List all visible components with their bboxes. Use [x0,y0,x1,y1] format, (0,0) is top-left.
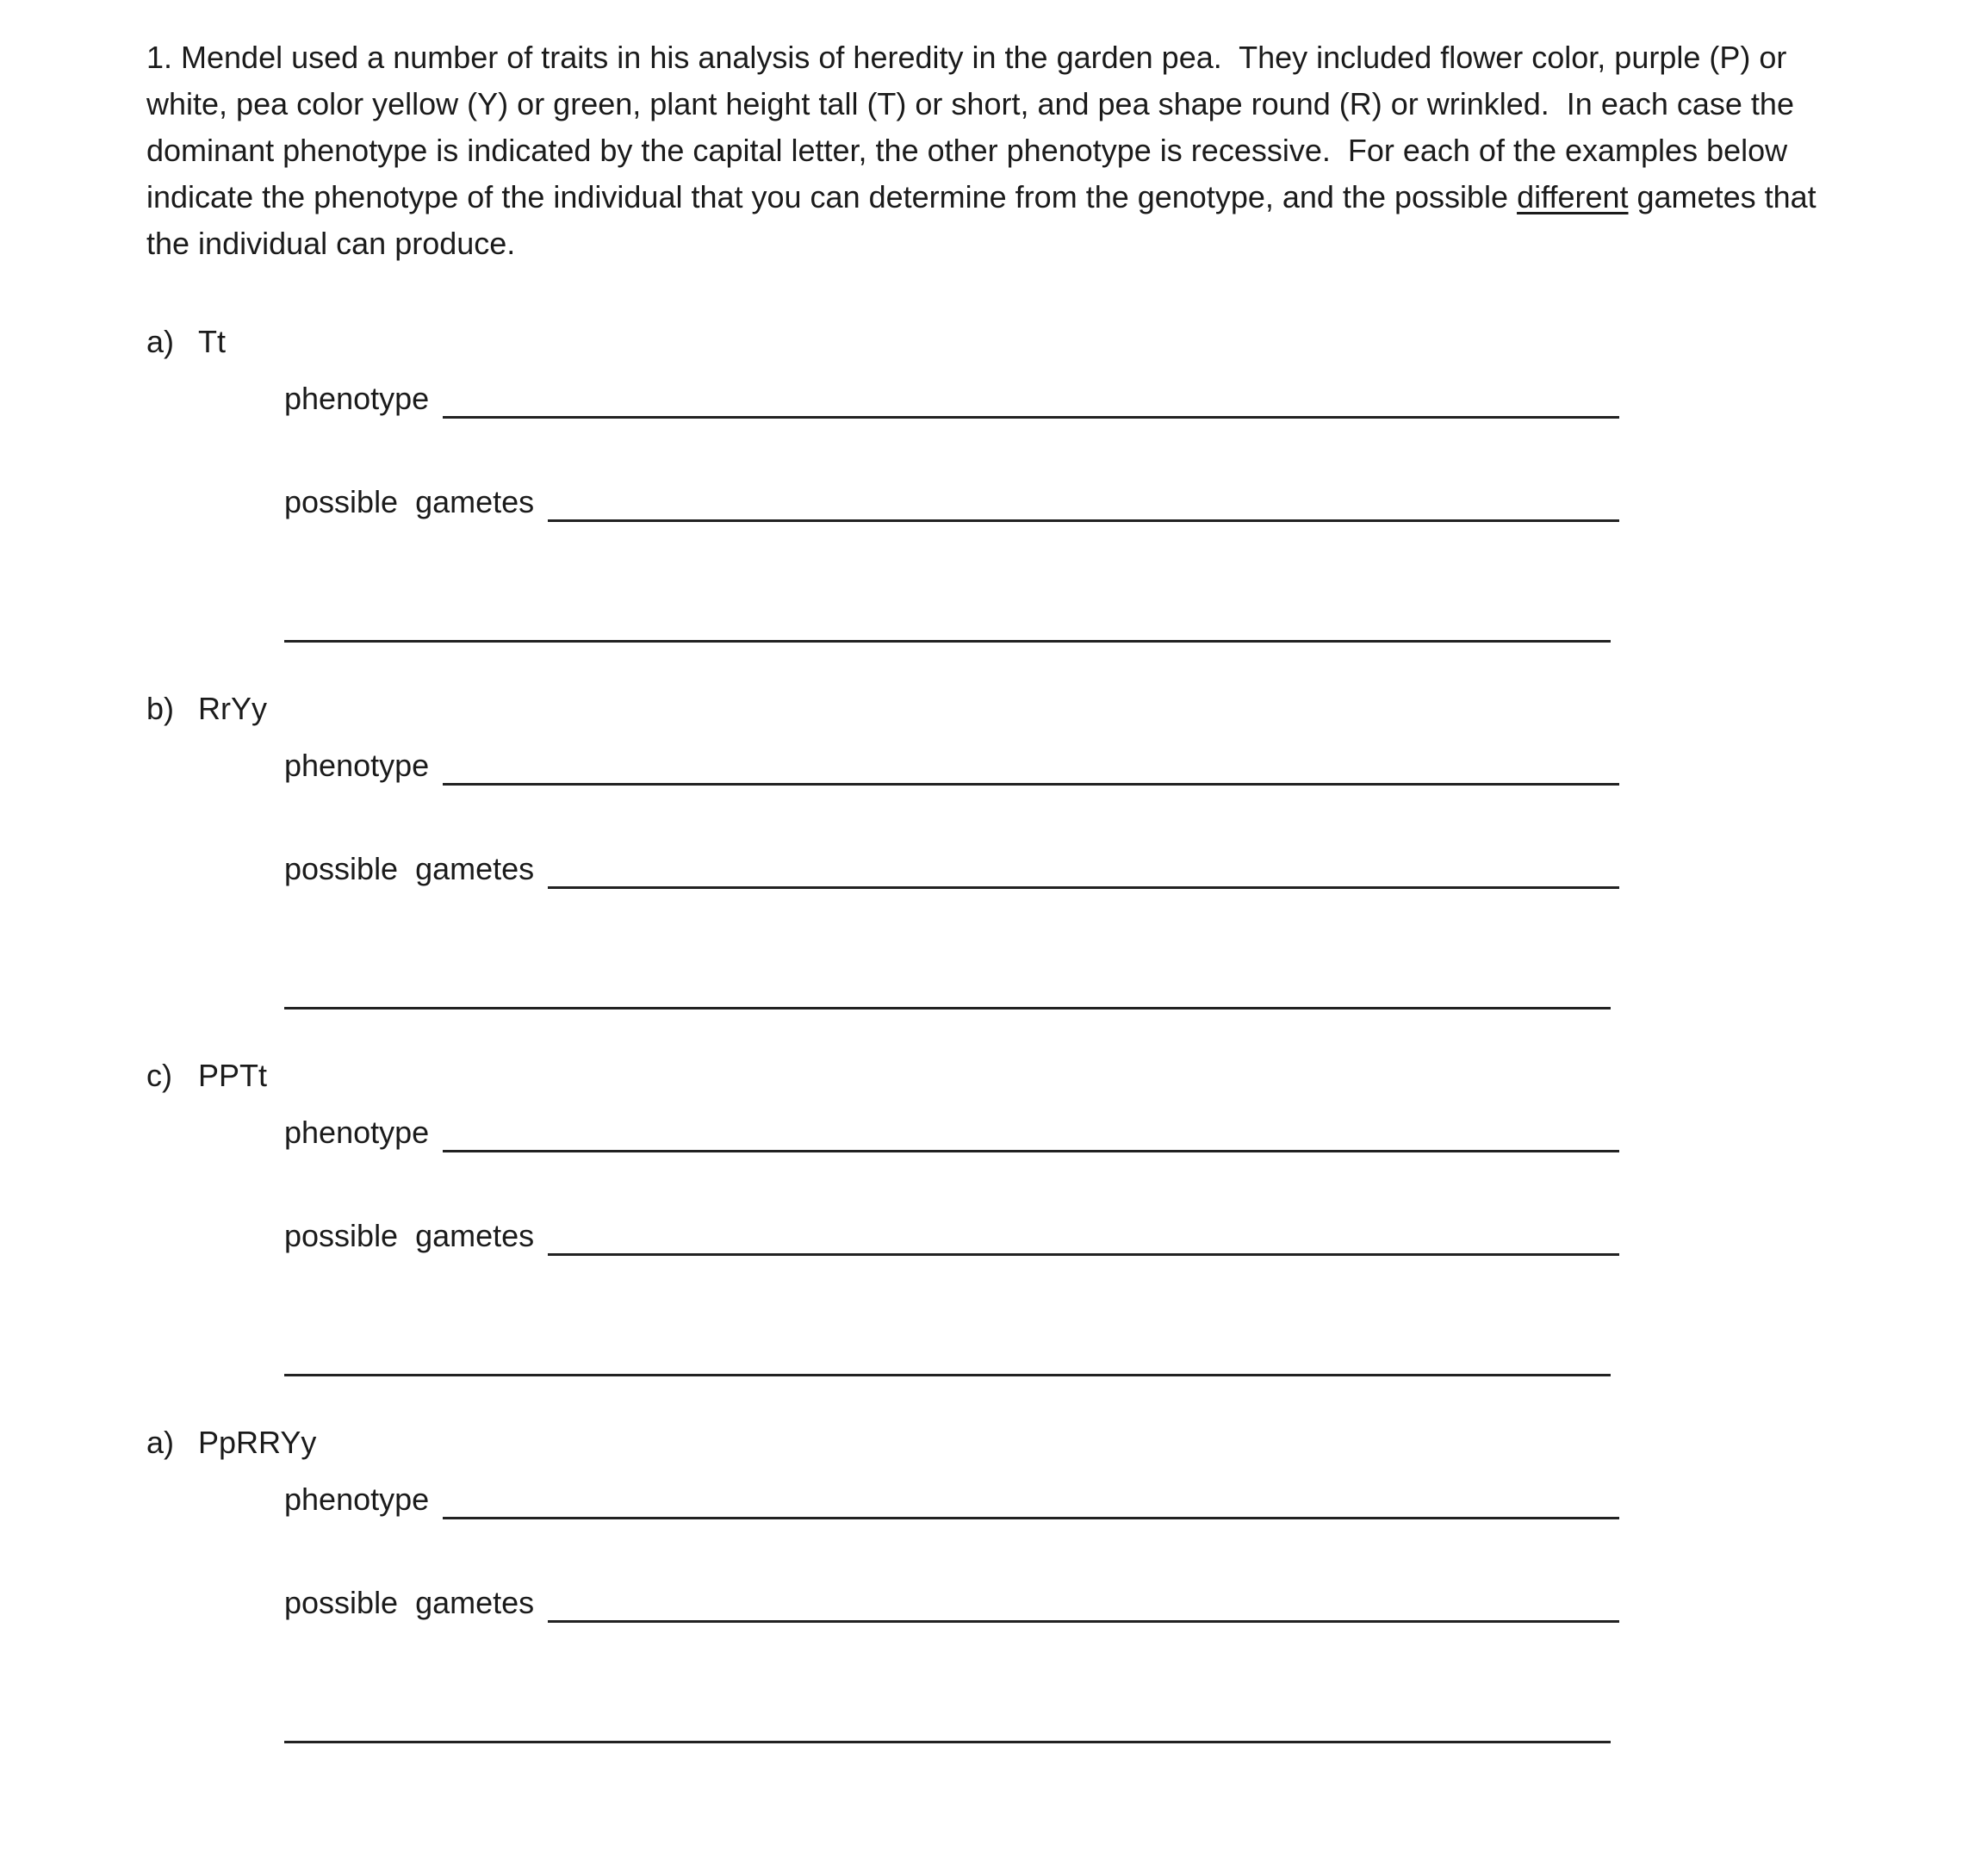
gametes-answer-line [548,1585,1619,1623]
question-header [146,319,1835,365]
gametes-label: possible gametes [284,484,535,519]
gametes-answer-line [548,484,1619,522]
phenotype-answer-line [443,1482,1619,1519]
phenotype-row [284,742,1619,789]
question-body [284,742,1619,1013]
answer-continuation-line [284,1007,1611,1009]
question-label: a) [146,1425,175,1460]
question-block-a [146,319,1835,646]
genotype-text: RrYy [198,691,267,726]
continuation-row [284,599,1619,646]
answer-continuation-line [284,640,1611,643]
phenotype-answer-line [443,381,1619,419]
gametes-row [284,479,1619,525]
question-header [146,1053,1835,1099]
underlined-word-different: different [1517,179,1629,214]
intro-text-before: 1. Mendel used a number of traits in his analysis of heredity in the garden pea. They included flower color, purple (P) or white, pea color yellow (Y) or green, plant height tall (T) or short, and pea shape round (R) or wrinkled. In each case the dominant phenotype is indicated by the capital letter, the other phenotype is recessive. For each of the examples below indicate the phenotype of the individual that you can determine from the genotype, and the possible [146,40,1803,214]
gametes-label: possible gametes [284,1585,535,1620]
question-label: b) [146,691,175,726]
question-block-b [146,686,1835,1013]
phenotype-label: phenotype [284,748,430,783]
answer-continuation-line [284,1741,1611,1743]
question-label: a) [146,324,175,359]
question-block-c [146,1053,1835,1380]
question-header [146,1419,1835,1466]
phenotype-answer-line [443,748,1619,786]
gametes-row [284,1580,1619,1626]
continuation-row [284,1333,1619,1380]
genotype-text: PPTt [198,1058,268,1093]
phenotype-label: phenotype [284,1482,430,1517]
question-body [284,376,1619,646]
phenotype-row [284,376,1619,422]
question-intro [146,34,1835,267]
phenotype-label: phenotype [284,381,430,416]
question-body [284,1109,1619,1380]
phenotype-row [284,1476,1619,1523]
gametes-row [284,1213,1619,1259]
phenotype-label: phenotype [284,1115,430,1150]
intro-text-after: gametes that the individual can produce. [146,179,1825,261]
gametes-answer-line [548,1218,1619,1256]
gametes-row [284,846,1619,892]
continuation-row [284,1700,1619,1747]
question-body [284,1476,1619,1747]
genotype-text: Tt [198,324,226,359]
answer-continuation-line [284,1374,1611,1376]
gametes-label: possible gametes [284,851,535,886]
question-label: c) [146,1058,172,1093]
question-header [146,686,1835,732]
gametes-answer-line [548,851,1619,889]
gametes-label: possible gametes [284,1218,535,1253]
phenotype-answer-line [443,1115,1619,1152]
continuation-row [284,966,1619,1013]
phenotype-row [284,1109,1619,1156]
question-block-d [146,1419,1835,1747]
genotype-text: PpRRYy [198,1425,317,1460]
